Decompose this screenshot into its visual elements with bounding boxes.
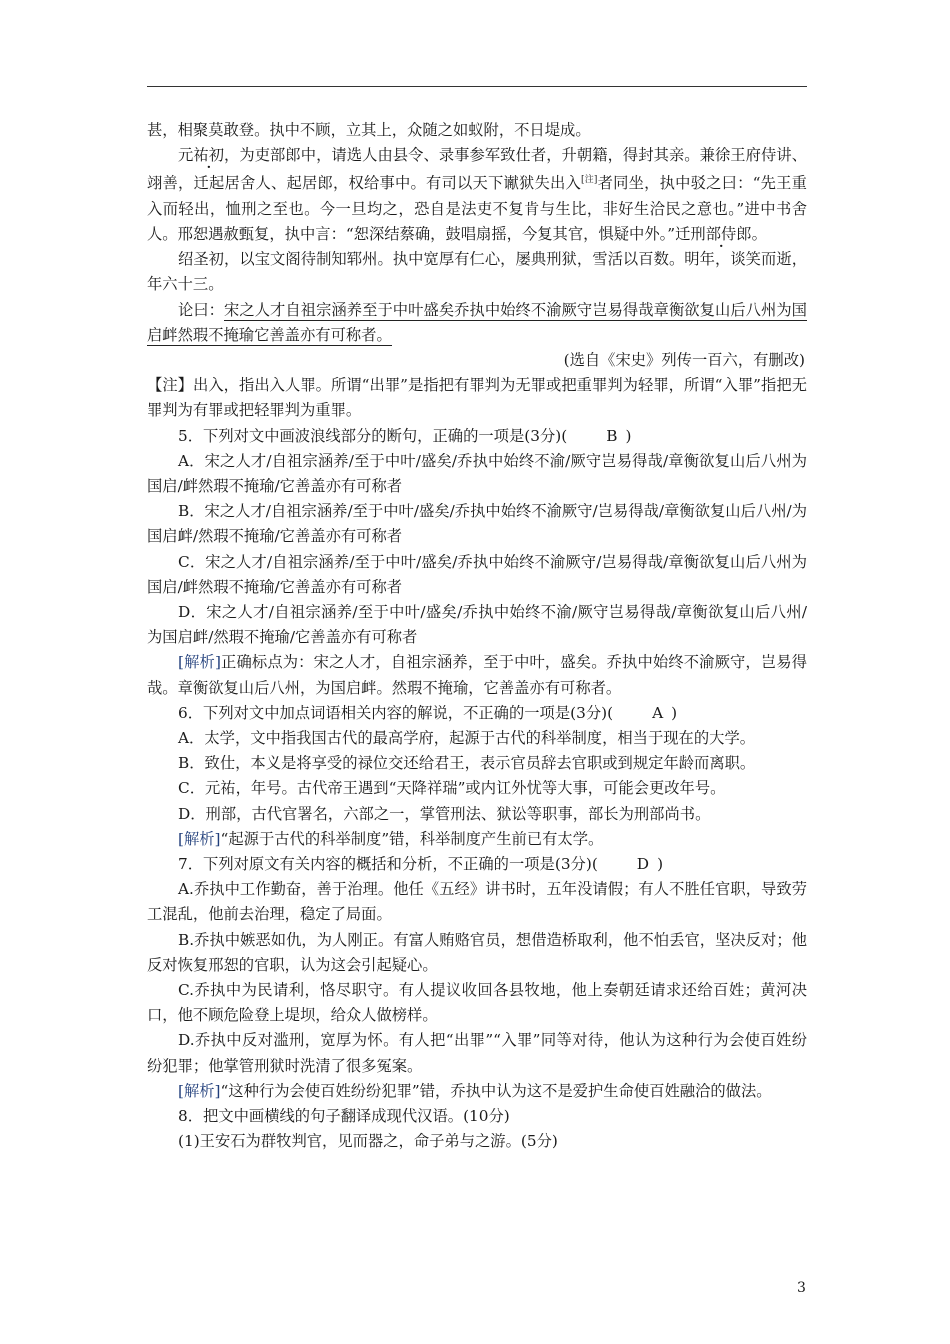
passage-paragraph-3: 绍圣初，以宝文阁待制知郓州。执中宽厚有仁心，屡典刑狱，雪活以百数。明年，谈笑而逝，年六十三。 <box>147 250 807 294</box>
question-6-stem <box>147 701 807 726</box>
question-text: 7．下列对原文有关内容的概括和分析，不正确的一项是(3分)( <box>178 854 598 873</box>
dotted-term-yuanyou: 元祐 <box>178 146 209 165</box>
question-5-option-a: A．宋之人才/自祖宗涵养/至于中叶/盛矣/乔执中始终不渝/厥守岂易得哉/章衡欲复山后八州为国启/衅然瑕不掩瑜/它善盖亦有可称者 <box>147 451 807 495</box>
analysis-text: 正确标点为：宋之人才，自祖宗涵养，至于中叶，盛矣。乔执中始终不渝厥守，岂易得哉。章衡欲复山后八州，为国启衅。然瑕不掩瑜，它善盖亦有可称者。 <box>147 653 807 697</box>
passage-text: 者同坐，执中驳之曰：“先王重入而轻出，恤刑之至也。今一旦均之，恐自是法吏不复肯与生比，非好生洽民之意也。”进中书舍人。邢恕遇赦甄复，执中言：“恕深结蔡确，鼓唱扇摇，今复其官，惧疑中外。”迁 <box>147 174 807 243</box>
question-5-option-d: D．宋之人才/自祖宗涵养/至于中叶/盛矣/乔执中始终不渝/厥守岂易得哉/章衡欲复山后八州/为国启衅/然瑕不掩瑜/它善盖亦有可称者 <box>147 602 807 647</box>
source-citation: (选自《宋史》列传一百六，有删改) <box>563 350 805 369</box>
passage-text: 侍郎。 <box>721 224 767 243</box>
question-text: 5．下列对文中画波浪线部分的断句，正确的一项是(3分)( <box>178 426 568 445</box>
passage-paragraph-1: 甚，相聚莫敢登。执中不顾，立其上，众随之如蚁附，不日堤成。 <box>147 121 591 139</box>
question-5-option-b: B．宋之人才/自祖宗涵养/至于中叶/盛矣/乔执中始终不渝厥守/岂易得哉/章衡欲复山后八州/为国启衅/然瑕不掩瑜/它善盖亦有可称者 <box>147 502 807 546</box>
analysis-text: “起源于古代的科举制度”错，科举制度产生前已有太学。 <box>220 829 604 848</box>
question-5-stem <box>147 424 807 449</box>
question-7-stem <box>147 852 807 877</box>
question-6-option-a: A．太学，文中指我国古代的最高学府，起源于古代的科举制度，相当于现在的大学。 <box>178 728 756 747</box>
footnote-marker: [注] <box>581 175 598 186</box>
question-6-option-d: D．刑部，古代官署名，六部之一，掌管刑法、狱讼等职事，部长为刑部尚书。 <box>178 804 711 823</box>
question-8-stem: 8．把文中画横线的句子翻译成现代汉语。(10分) <box>178 1107 510 1126</box>
question-7-analysis <box>147 1079 807 1104</box>
passage-paragraph-4 <box>147 298 807 348</box>
question-7-option-c: C.乔执中为民请利，恪尽职守。有人提议收回各县牧地，他上奏朝廷请求还给百姓；黄河决口，他不顾危险登上堤坝，给众人做榜样。 <box>147 981 807 1025</box>
question-7-option-a: A.乔执中工作勤奋，善于治理。他任《五经》讲书时，五年没请假；有人不胜任官职，导致劳工混乱，他前去治理，稳定了局面。 <box>147 880 807 924</box>
paren-close: ) <box>671 703 678 722</box>
header-rule <box>147 86 807 87</box>
document-body <box>147 118 807 1154</box>
footnote: 【注】出入，指出入人罪。所谓“出罪”是指把有罪判为无罪或把重罪判为轻罪，所谓“入罪”指把无罪判为有罪或把轻罪判为重罪。 <box>147 376 807 420</box>
paren-close: ) <box>625 426 632 445</box>
question-7-option-d: D.乔执中反对滥刑，宽厚为怀。有人把“出罪”“入罪”同等对待，他认为这种行为会使百姓纷纷犯罪；他掌管刑狱时洗清了很多冤案。 <box>147 1031 807 1075</box>
question-5-answer: B <box>606 426 618 445</box>
question-text: 6．下列对文中加点词语相关内容的解说，不正确的一项是(3分)( <box>178 703 614 722</box>
question-5-analysis <box>147 650 807 700</box>
paren-close: ) <box>657 854 664 873</box>
question-5-option-c: C．宋之人才/自祖宗涵养/至于中叶/盛矣/乔执中始终不渝厥守/岂易得哉/章衡欲复山后八州为国启/衅然瑕不掩瑜/它善盖亦有可称者 <box>147 552 807 596</box>
question-7-answer: D <box>636 854 650 873</box>
question-6-answer: A <box>652 703 664 722</box>
question-7-option-b: B.乔执中嫉恶如仇，为人刚正。有富人贿赂官员，想借造桥取利，他不怕丢官，坚决反对；他反对恢复邢恕的官职，认为这会引起疑心。 <box>147 930 807 974</box>
analysis-tag: [解析] <box>178 1081 221 1100</box>
dotted-term-xingbu: 刑部 <box>690 224 721 243</box>
comment-lead: 论曰： <box>178 300 225 319</box>
passage-text: 初，为吏部郎中，请选人由县令、录事参军致仕者，升朝籍，得封其亲。兼徐王府侍讲、翊善，迁起居舍人、起居郎，权给事中。有司以天下谳狱失出入 <box>147 146 807 193</box>
question-6-option-b: B．致仕，本义是将享受的禄位交还给君王，表示官员辞去官职或到规定年龄而离职。 <box>178 754 756 773</box>
analysis-tag: [解析] <box>178 653 221 672</box>
question-6-option-c: C．元祐，年号。古代帝王遇到“天降祥瑞”或内讧外忧等大事，可能会更改年号。 <box>178 779 726 798</box>
wavy-underlined-text: 宋之人才自祖宗涵养至于中叶盛矣乔执中始终不渝厥守岂易得哉章衡欲复山后八州为国启衅然瑕不掩瑜它善盖亦有可称者。 <box>147 300 807 344</box>
passage-paragraph-2 <box>147 143 807 247</box>
analysis-tag: [解析] <box>178 829 221 848</box>
page-number: 3 <box>797 1280 806 1296</box>
question-8-sub-1: (1)王安石为群牧判官，见而器之，命子弟与之游。(5分) <box>178 1132 558 1151</box>
question-6-analysis <box>147 827 807 852</box>
analysis-text: “这种行为会使百姓纷纷犯罪”错，乔执中认为这不是爱护生命使百姓融洽的做法。 <box>220 1081 772 1100</box>
